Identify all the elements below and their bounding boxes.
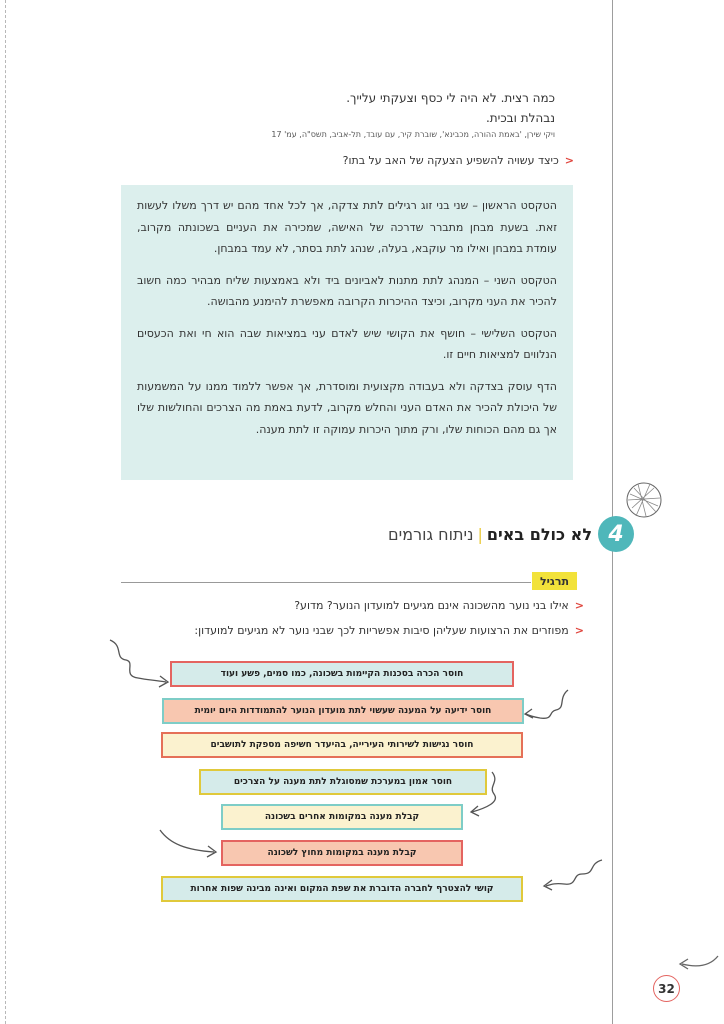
reason-strip[interactable]: חוסר הכרה בסכנות הקיימות בשכונה, כמו סמים, פשע ועוד xyxy=(170,661,514,687)
reason-strip[interactable]: קבלת מענה במקומות אחרים בשכונה xyxy=(221,804,463,830)
section-number-badge: 4 xyxy=(598,516,634,552)
info-paragraph: הטקסט השלישי – חושף את הקושי שיש לאדם עני במציאות שבה הוא חי ואת הכעסים הנלווים למציאות חיים זו. xyxy=(137,326,557,361)
curly-arrow-icon xyxy=(522,686,572,726)
poem-line: נבהלת ובכית. xyxy=(485,111,555,125)
dashed-margin-line xyxy=(5,0,6,1024)
corner-arrow-icon xyxy=(676,950,720,974)
question-text: מפוזרים את הרצועות שעליהן סיבות אפשריות לכך שבני נוער לא מגיעים למועדון: xyxy=(194,624,569,637)
exercise-tag: תרגיל xyxy=(532,572,577,590)
right-margin-rule xyxy=(612,0,613,1024)
bullet-icon: < xyxy=(564,154,574,167)
reason-strip[interactable]: חוסר ידיעה על המענה שעשוי לתת מועדון הנוער להתמודדות היום יומית xyxy=(162,698,524,724)
reason-strip[interactable]: חוסר אמון במערכת שמסוגלת לתת מענה על הצרכים xyxy=(199,769,487,795)
bullet-icon: < xyxy=(574,624,584,637)
bullet-icon: < xyxy=(574,599,584,612)
reason-strip[interactable]: קושי להצטרף לחברה הדוברת את שפת המקום ואינה מבינה שפות אחרות xyxy=(161,876,523,902)
poem-line: כמה רצית. לא היה לי כסף וצעקתי עלייך. xyxy=(346,91,555,105)
section-title-main: לא כולם באים xyxy=(486,525,592,544)
page-number: 32 xyxy=(653,975,680,1002)
reason-strip[interactable]: קבלת מענה במקומות מחוץ לשכונה xyxy=(221,840,463,866)
section-subtitle: ניתוח גורמים xyxy=(388,525,474,544)
exercise-divider xyxy=(121,582,531,583)
scribble-circle-icon xyxy=(624,480,664,520)
question-1 xyxy=(134,154,574,167)
info-box xyxy=(121,185,573,480)
info-paragraph: הטקסט הראשון – שני בני זוג רגילים לתת צדקה, אך לכל אחד מהם יש דרך משלו לעשות זאת. בשעת מבחן מתברר שדרכה של האישה, שמכירה את העניים בשכונתה מקרוב, עומדת במבחן ואילו מר עוקבא, בעלה, שנהג לתת בסתר, לא עמד במבחן. xyxy=(137,199,557,255)
curved-arrow-icon xyxy=(156,826,226,866)
exercise-question-1 xyxy=(144,599,584,612)
section-title xyxy=(388,525,592,544)
question-text: כיצד עשויה להשפיע הצעקה של האב על בתו? xyxy=(342,154,559,167)
info-paragraph: הדף עוסק בצדקה ולא בעבודה מקצועית ומוסדרת, אך אפשר ללמוד ממנו על המשמעות של היכולת להכיר את האדם העני והחלש מקרוב, לדעת באמת מה הצרכים והחולשות שלו אך גם מהם הכוחות שלו, ורק מתוך היכרות עמוקה זו לתת מענה. xyxy=(137,379,557,436)
exercise-question-2 xyxy=(114,624,584,637)
source-citation: ויקי שירן, 'באמת ההורה, מכבינא', שוברת קיר, עם עובד, תל-אביב, תשס"ה, עמ' 17 xyxy=(271,130,555,139)
curly-arrow-icon xyxy=(538,856,608,896)
question-text: אילו בני נוער מהשכונה אינם מגיעים למועדון הנוער? מדוע? xyxy=(294,599,569,612)
title-separator: | xyxy=(477,525,483,544)
poem-excerpt xyxy=(155,88,555,128)
info-paragraph: הטקסט השני – המנהג לתת מתנות לאביונים ביד ולא באמצעות שליח מבהיר כמה חשוב להכיר את העני מקרוב, וכיצד ההיכרות הקרובה מאפשרת להימנע מהבושה. xyxy=(137,273,557,308)
reason-strip[interactable]: חוסר נגישות לשירותי העירייה, בהיעדר חשיפה מספקת לתושבים xyxy=(161,732,523,758)
